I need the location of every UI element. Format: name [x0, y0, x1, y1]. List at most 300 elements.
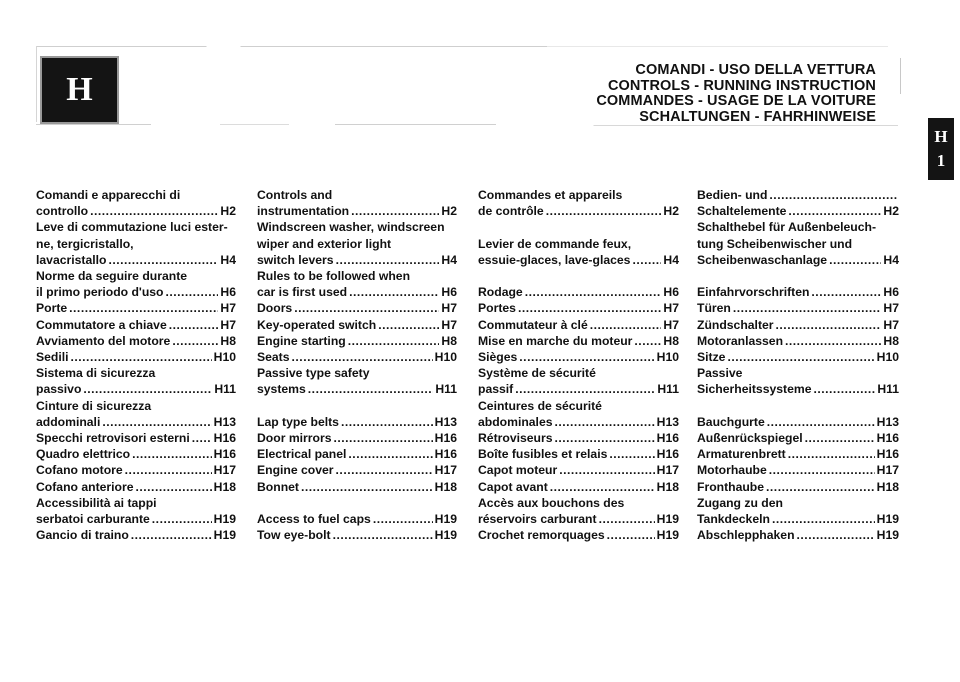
toc-entry-text: Controls and	[257, 188, 333, 202]
toc-entry-line	[697, 236, 899, 252]
dot-leader	[550, 479, 655, 495]
toc-page-number: H19	[434, 512, 457, 527]
dot-leader	[378, 317, 439, 333]
dot-leader	[727, 349, 874, 365]
toc-entry-line	[257, 317, 457, 333]
dot-leader	[292, 349, 433, 365]
toc-entry	[257, 462, 457, 478]
toc-page-number: H7	[663, 317, 679, 332]
toc-page-number: H7	[663, 301, 679, 316]
frame-left-rule	[36, 46, 37, 122]
toc-entry-line	[478, 203, 679, 219]
dot-leader	[348, 333, 440, 349]
toc-entry-text: Zündschalter	[697, 317, 774, 332]
toc-entry-text: addominali	[36, 414, 101, 429]
toc-entry-line	[36, 495, 236, 511]
dot-leader	[348, 446, 432, 462]
toc-entry	[478, 333, 679, 349]
toc-entry-text: Windscreen washer, windscreen	[257, 220, 445, 235]
toc-entry	[36, 430, 236, 446]
toc-entry-line	[36, 398, 236, 414]
toc-entry-line	[697, 381, 899, 397]
toc-entry-line	[478, 381, 679, 397]
toc-entry-text: Accès aux bouchons des	[478, 495, 625, 510]
toc-entry	[257, 349, 457, 365]
toc-entry-line	[697, 365, 899, 381]
toc-entry-text: Sièges	[478, 350, 518, 364]
dot-leader	[90, 203, 218, 219]
toc-page-number: H10	[434, 350, 457, 365]
toc-entry-line	[257, 365, 457, 381]
dot-leader	[632, 252, 661, 268]
toc-entry	[697, 495, 899, 527]
dot-leader	[108, 252, 218, 268]
toc-entry-text: Norme da seguire durante	[36, 269, 188, 284]
toc-entry-line	[697, 349, 899, 365]
toc-entry-line	[697, 317, 899, 333]
toc-page-number: H8	[441, 333, 457, 348]
toc-page-number: H11	[214, 382, 236, 397]
toc-entry-line	[697, 300, 899, 316]
toc-entry-text: Capot avant	[478, 479, 548, 494]
toc-page-number: H8	[663, 333, 679, 348]
toc-entry-line	[36, 414, 236, 430]
toc-page-number: H19	[656, 512, 679, 527]
toc-page-number: H17	[876, 463, 899, 478]
dot-leader	[334, 430, 433, 446]
toc-page-number: H11	[657, 382, 679, 397]
toc-entry	[478, 495, 679, 527]
toc-page-number: H11	[435, 382, 457, 397]
toc-entry	[697, 414, 899, 430]
toc-entry-text: Commutatore a chiave	[36, 317, 167, 332]
dot-leader	[69, 300, 218, 316]
toc-entry	[36, 187, 236, 219]
toc-entry	[697, 479, 899, 495]
toc-page-number: H16	[656, 431, 679, 446]
toc-entry	[257, 365, 457, 397]
toc-entry	[697, 219, 899, 268]
toc-entry-line	[257, 462, 457, 478]
toc-page-number: H13	[656, 414, 679, 429]
toc-entry-text: car is first used	[257, 285, 348, 300]
toc-entry-text: ne, tergicristallo,	[36, 236, 134, 251]
dot-leader	[599, 511, 655, 527]
toc-entry	[36, 398, 236, 430]
toc-entry-text: Doors	[257, 301, 293, 316]
toc-entry-text: Leve di commutazione luci ester-	[36, 220, 228, 235]
dot-leader	[797, 527, 875, 543]
toc-entry-text: Außenrückspiegel	[697, 431, 803, 446]
toc-entry-text: Motoranlassen	[697, 333, 784, 348]
toc-entry-text: Sistema di sicurezza	[36, 366, 156, 381]
toc-entry-text: Engine cover	[257, 463, 334, 478]
toc-entry-text: lavacristallo	[36, 252, 107, 267]
toc-entry-text: Comandi e apparecchi di	[36, 188, 181, 202]
toc-page-number: H17	[434, 463, 457, 478]
toc-page-number: H6	[441, 285, 457, 300]
toc-entry-line	[257, 511, 457, 527]
toc-entry	[478, 527, 679, 543]
title-line-fr: COMMANDES - USAGE DE LA VOITURE	[596, 93, 876, 109]
dot-leader	[634, 333, 661, 349]
toc-entry-text: Système de sécurité	[478, 366, 596, 381]
toc-entry	[257, 527, 457, 543]
toc-column-french	[478, 187, 679, 543]
toc-page-number: H2	[441, 204, 457, 219]
toc-page-number: H16	[876, 447, 899, 462]
toc-entry-text: Scheibenwaschanlage	[697, 252, 828, 267]
toc-entry	[36, 527, 236, 543]
toc-page-number: H8	[883, 333, 899, 348]
toc-page-number: H10	[876, 350, 899, 365]
toc-entry-text: de contrôle	[478, 204, 544, 219]
toc-entry-line	[36, 317, 236, 333]
toc-page-number: H13	[434, 414, 457, 429]
toc-entry-text: serbatoi carburante	[36, 512, 150, 527]
toc-page-number: H10	[656, 350, 679, 364]
dot-leader	[102, 414, 211, 430]
toc-page-number: H2	[663, 204, 679, 219]
toc-entry-line	[478, 236, 679, 252]
dot-leader	[525, 284, 662, 300]
dot-leader	[294, 300, 439, 316]
title-line-de: SCHALTUNGEN - FAHRHINWEISE	[639, 108, 876, 125]
toc-entry	[697, 317, 899, 333]
toc-entry-line	[257, 300, 457, 316]
dot-leader	[301, 479, 433, 495]
toc-entry-line	[478, 300, 679, 316]
dot-leader	[132, 446, 212, 462]
dot-leader	[769, 187, 897, 203]
toc-entry-text: Schaltelemente	[697, 204, 787, 219]
toc-page-number: H2	[883, 204, 899, 219]
dot-leader	[811, 284, 881, 300]
toc-entry-text: tung Scheibenwischer und	[697, 236, 853, 251]
toc-entry-line	[36, 462, 236, 478]
toc-entry-line	[36, 219, 236, 235]
toc-entry-text: Levier de commande feux,	[478, 236, 632, 251]
toc-entry-line	[697, 495, 899, 511]
toc-entry-text: Door mirrors	[257, 431, 332, 446]
toc-entry-line	[478, 349, 679, 365]
toc-page-number: H17	[656, 463, 679, 478]
toc-page-number: H7	[883, 301, 899, 316]
toc-entry-line	[478, 527, 679, 543]
toc-entry-line	[36, 430, 236, 446]
toc-entry-text: Fronthaube	[697, 479, 765, 494]
dot-leader	[733, 300, 882, 316]
dot-leader	[767, 414, 875, 430]
toc-entry-text: Quadro elettrico	[36, 447, 131, 462]
dot-leader	[609, 446, 654, 462]
toc-entry-line	[697, 479, 899, 495]
toc-entry-line	[257, 414, 457, 430]
dot-leader	[136, 479, 212, 495]
toc-entry	[697, 300, 899, 316]
toc-entry-line	[257, 479, 457, 495]
toc-entry-line	[697, 446, 899, 462]
toc-entry	[257, 479, 457, 495]
toc-entry-line	[257, 187, 457, 203]
toc-entry-line	[36, 187, 236, 203]
toc-entry-line	[36, 252, 236, 268]
toc-entry	[697, 446, 899, 462]
dot-leader	[165, 284, 218, 300]
toc-entry-text: Cofano motore	[36, 463, 123, 478]
dot-leader	[336, 252, 440, 268]
toc-page-number: H16	[213, 447, 236, 462]
toc-entry-text: Gancio di traino	[36, 528, 129, 543]
dot-leader	[555, 414, 655, 430]
toc-entry	[257, 446, 457, 462]
toc-entry-text: il primo periodo d'uso	[36, 285, 164, 300]
toc-page-number: H11	[877, 382, 899, 397]
toc-entry-text: Türen	[697, 301, 731, 316]
toc-entry-text: Rules to be followed when	[257, 269, 411, 284]
dot-leader	[341, 414, 433, 430]
toc-entry	[36, 462, 236, 478]
dot-leader	[772, 511, 875, 527]
toc-entry	[36, 333, 236, 349]
toc-page-number: H6	[883, 285, 899, 300]
toc-entry-line	[36, 236, 236, 252]
toc-entry-line	[478, 317, 679, 333]
dot-leader	[785, 333, 881, 349]
toc-entry-text: Schalthebel für Außenbeleuch-	[697, 220, 876, 235]
toc-entry-line	[478, 511, 679, 527]
toc-entry-text: Specchi retrovisori esterni	[36, 431, 190, 446]
toc-entry-line	[36, 365, 236, 381]
dot-leader	[607, 527, 655, 543]
dot-leader	[766, 479, 875, 495]
toc-entry-text: Motorhaube	[697, 463, 767, 478]
toc-entry-text: passif	[478, 382, 514, 397]
toc-entry-line	[36, 349, 236, 365]
toc-page-number: H6	[220, 285, 236, 300]
dot-leader	[131, 527, 212, 543]
toc-entry	[478, 398, 679, 430]
toc-entry-line	[257, 527, 457, 543]
toc-entry-text: Cofano anteriore	[36, 479, 134, 494]
dot-leader	[83, 381, 212, 397]
toc-entry-line	[697, 284, 899, 300]
toc-entry-line	[478, 446, 679, 462]
toc-entry	[257, 511, 457, 527]
toc-page-number: H7	[220, 301, 236, 316]
section-badge	[40, 56, 119, 124]
toc-entry-text: Sedili	[36, 350, 69, 365]
toc-entry-text: Passive type safety	[257, 366, 370, 381]
toc-entry-line	[257, 219, 457, 235]
toc-page-number: H7	[441, 317, 457, 332]
toc-entry-line	[36, 446, 236, 462]
dot-leader	[169, 317, 219, 333]
toc-entry-line	[257, 446, 457, 462]
toc-entry-line	[478, 365, 679, 381]
toc-entry-text: Tankdeckeln	[697, 512, 770, 527]
toc-page-number: H18	[656, 479, 679, 494]
dot-leader	[590, 317, 662, 333]
toc-entry	[257, 219, 457, 268]
dot-leader	[805, 430, 875, 446]
toc-page-number: H16	[434, 431, 457, 446]
title-line-en: CONTROLS - RUNNING INSTRUCTION	[607, 77, 876, 94]
toc-page-number: H19	[656, 528, 679, 543]
toc-entry-line	[257, 430, 457, 446]
toc-entry-line	[697, 219, 899, 235]
toc-entry-line	[257, 284, 457, 300]
toc-entry	[478, 317, 679, 333]
toc-page-number: H10	[213, 350, 236, 365]
toc-entry	[478, 365, 679, 397]
toc-entry-text: Abschlepphaken	[697, 528, 795, 543]
toc-entry-text: Einfahrvorschriften	[697, 285, 810, 300]
toc-entry-line	[697, 187, 899, 203]
toc-column-english	[257, 187, 457, 543]
dot-leader	[518, 300, 661, 316]
toc-entry	[36, 479, 236, 495]
toc-entry-line	[697, 252, 899, 268]
toc-entry-text: Zugang zu den	[697, 495, 783, 510]
toc-entry-line	[478, 479, 679, 495]
toc-entry-line	[478, 333, 679, 349]
toc-page-number: H7	[883, 317, 899, 332]
toc-entry	[697, 527, 899, 543]
toc-entry	[36, 495, 236, 527]
toc-page-number: H19	[876, 512, 899, 527]
toc-entry	[478, 236, 679, 268]
toc-entry-text: Rétroviseurs	[478, 431, 553, 446]
dot-leader	[172, 333, 218, 349]
toc-entry-text: Accessibilità ai tappi	[36, 495, 157, 510]
frame-top-rule	[36, 46, 888, 47]
toc-entry-text: Commandes et appareils	[478, 188, 623, 202]
dot-leader	[373, 511, 433, 527]
toc-entry-text: Electrical panel	[257, 447, 347, 462]
toc-entry-text: Sitze	[697, 350, 726, 365]
toc-entry	[36, 317, 236, 333]
toc-entry-text: Access to fuel caps	[257, 512, 371, 527]
dot-leader	[769, 462, 875, 478]
toc-entry-text: essuie-glaces, lave-glaces	[478, 252, 631, 267]
toc-entry-text: Bonnet	[257, 479, 299, 494]
dot-leader	[71, 349, 212, 365]
toc-entry-text: Bedien- und	[697, 188, 768, 202]
toc-entry	[257, 317, 457, 333]
toc-entry	[697, 430, 899, 446]
toc-page-number: H4	[663, 252, 679, 267]
toc-entry-line	[697, 430, 899, 446]
toc-entry-line	[478, 252, 679, 268]
dot-leader	[515, 381, 655, 397]
dot-leader	[351, 203, 439, 219]
toc-entry-text: Seats	[257, 350, 290, 365]
toc-entry-line	[697, 333, 899, 349]
toc-entry	[697, 187, 899, 219]
toc-entry-line	[478, 398, 679, 414]
toc-entry	[257, 430, 457, 446]
toc-entry	[257, 268, 457, 300]
toc-entry-text: Rodage	[478, 285, 523, 300]
toc-entry	[36, 365, 236, 397]
toc-entry	[257, 333, 457, 349]
toc-entry-text: Mise en marche du moteur	[478, 333, 633, 348]
dot-leader	[336, 462, 433, 478]
toc-entry-text: switch levers	[257, 252, 334, 267]
toc-page-number: H8	[220, 333, 236, 348]
toc-entry-line	[36, 333, 236, 349]
toc-entry	[36, 446, 236, 462]
dot-leader	[829, 252, 881, 268]
toc-entry-text: wiper and exterior light	[257, 236, 392, 251]
toc-entry-text: Sicherheitssysteme	[697, 382, 812, 397]
dot-leader	[788, 446, 875, 462]
toc-entry-line	[697, 462, 899, 478]
toc-entry-line	[257, 252, 457, 268]
toc-entry-line	[36, 284, 236, 300]
toc-entry	[697, 462, 899, 478]
toc-entry-text: Engine starting	[257, 333, 346, 348]
toc-entry-line	[36, 268, 236, 284]
side-tab-number: 1	[936, 151, 946, 170]
side-tab-letter: H	[934, 127, 948, 146]
frame-bottom-rule	[36, 124, 496, 125]
dot-leader	[519, 349, 654, 365]
toc-entry-text: Bauchgurte	[697, 414, 765, 429]
toc-entry-text: Tow eye-bolt	[257, 528, 331, 543]
title-line-it: COMANDI - USO DELLA VETTURA	[635, 62, 876, 78]
dot-leader	[788, 203, 881, 219]
toc-entry	[36, 219, 236, 268]
toc-entry-line	[257, 203, 457, 219]
frame-right-rule	[900, 58, 901, 94]
toc-entry-line	[36, 527, 236, 543]
toc-entry-line	[36, 511, 236, 527]
toc-entry-text: Crochet remorquages	[478, 528, 605, 543]
toc-entry-text: Key-operated switch	[257, 317, 377, 332]
toc-entry-line	[478, 430, 679, 446]
toc-entry	[478, 479, 679, 495]
toc-entry	[478, 349, 679, 365]
toc-page-number: H4	[441, 252, 457, 267]
toc-page-number: H18	[434, 479, 457, 494]
toc-entry-text: Armaturenbrett	[697, 447, 786, 462]
dot-leader	[814, 381, 876, 397]
toc-entry-line	[257, 236, 457, 252]
title-underline	[540, 125, 898, 126]
toc-entry	[478, 300, 679, 316]
toc-entry	[36, 349, 236, 365]
toc-page-number: H13	[876, 414, 899, 429]
toc-column-italian	[36, 187, 236, 543]
dot-leader	[349, 284, 439, 300]
toc-page-number: H4	[220, 252, 236, 267]
dot-leader	[546, 203, 662, 219]
toc-entry-text: Porte	[36, 301, 68, 316]
toc-page-number: H18	[876, 479, 899, 494]
toc-entry-text: Cinture di sicurezza	[36, 398, 152, 413]
toc-entry-line	[478, 414, 679, 430]
toc-entry-line	[478, 187, 679, 203]
toc-column-german	[697, 187, 899, 543]
toc-entry-text: abdominales	[478, 414, 553, 429]
toc-entry-line	[478, 284, 679, 300]
toc-entry	[478, 462, 679, 478]
side-thumb-tab	[928, 118, 954, 180]
toc-entry	[697, 333, 899, 349]
toc-page-number: H6	[663, 285, 679, 300]
